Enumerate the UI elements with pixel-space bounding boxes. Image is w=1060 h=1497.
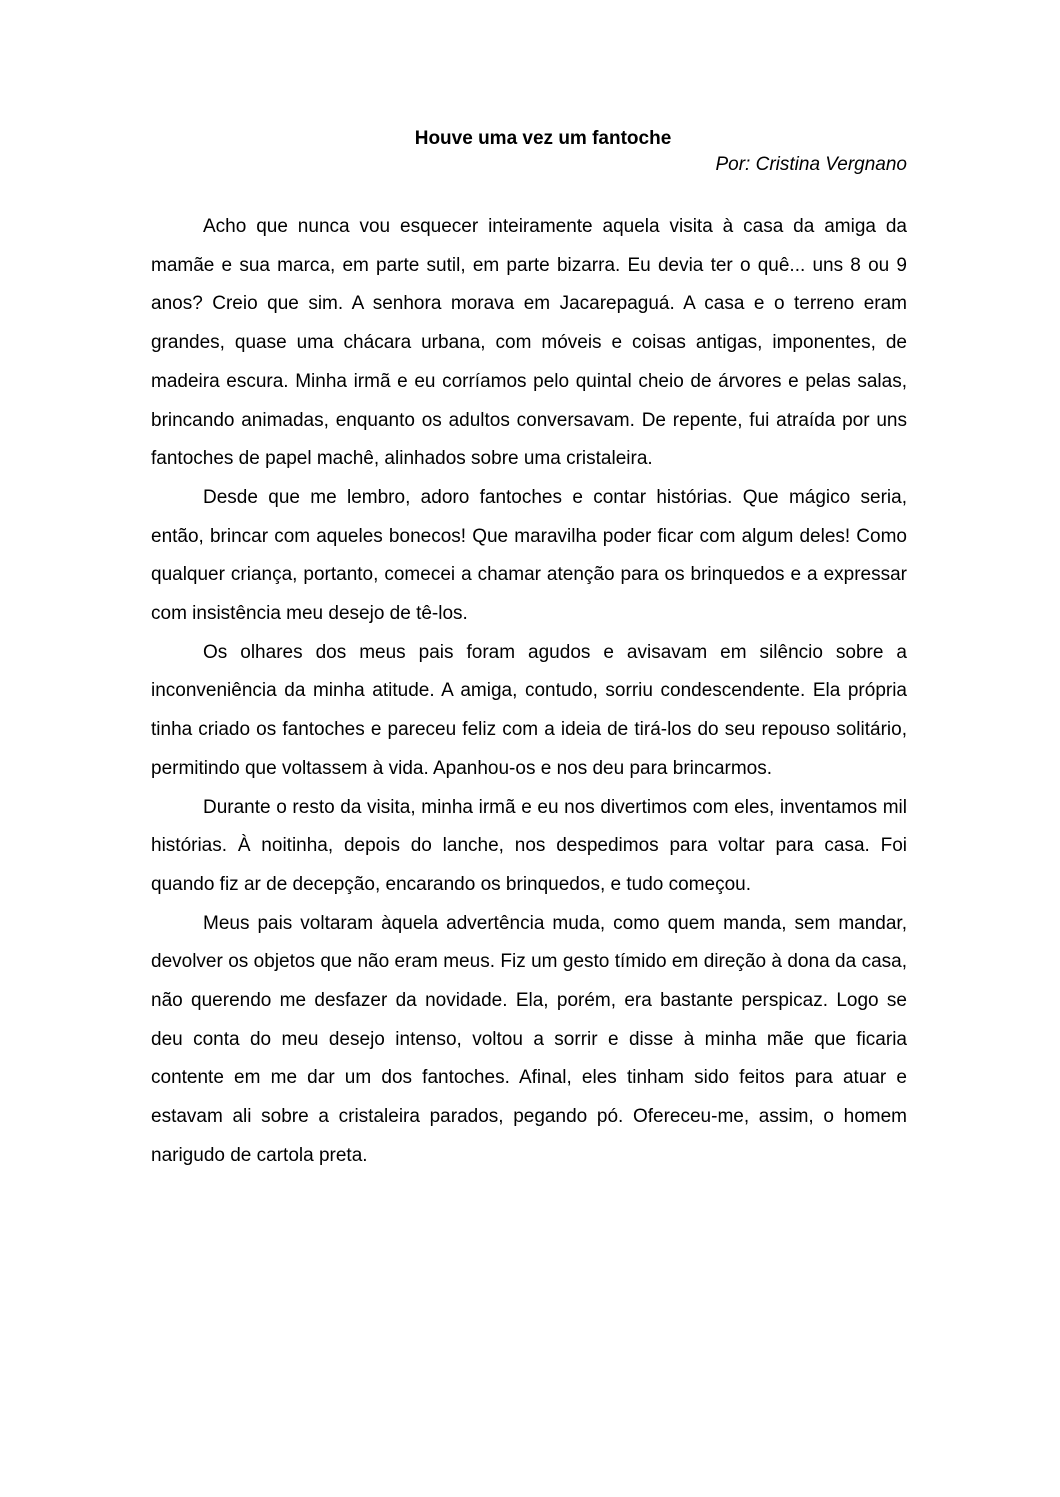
document-content xyxy=(151,124,907,1176)
story-body xyxy=(151,208,907,1176)
story-title: Houve uma vez um fantoche xyxy=(414,128,672,149)
paragraph-5: Meus pais voltaram àquela advertência muda, como quem manda, sem mandar, devolver os objetos que não eram meus. Fiz um gesto tímido em direção à dona da casa, não querendo me desfazer da novidade. Ela, porém, era bastante perspicaz. Logo se deu conta do meu desejo intenso, voltou a sorrir e disse à minha mãe que ficaria contente em me dar um dos fantoches. Afinal, eles tinham sido feitos para atuar e estavam ali sobre a cristaleira parados, pegando pó. Ofereceu-me, assim, o homem narigudo de cartola preta. xyxy=(151,912,907,1166)
paragraph-3: Os olhares dos meus pais foram agudos e avisavam em silêncio sobre a inconveniência da minha atitude. A amiga, contudo, sorriu condescendente. Ela própria tinha criado os fantoches e pareceu feliz com a ideia de tirá-los do seu repouso solitário, permitindo que voltassem à vida. Apanhou-os e nos deu para brincarmos. xyxy=(151,641,907,779)
paragraph-2: Desde que me lembro, adoro fantoches e contar histórias. Que mágico seria, então, brincar com aqueles bonecos! Que maravilha poder ficar com algum deles! Como qualquer criança, portanto, comecei a chamar atenção para os brinquedos e a expressar com insistência meu desejo de tê-los. xyxy=(151,486,907,625)
paragraph-1: Acho que nunca vou esquecer inteiramente aquela visita à casa da amiga da mamãe e sua marca, em parte sutil, em parte bizarra. Eu devia ter o quê... uns 8 ou 9 anos? Creio que sim. A senhora morava em Jacarepaguá. A casa e o terreno eram grandes, quase uma chácara urbana, com móveis e coisas antigas, imponentes, de madeira escura. Minha irmã e eu corríamos pelo quintal cheio de árvores e pelas salas, brincando animadas, enquanto os adultos conversavam. De repente, fui atraída por uns fantoches de papel machê, alinhados sobre uma cristaleira. xyxy=(151,216,907,470)
author-byline: Por: Cristina Vergnano xyxy=(715,154,907,175)
paragraph-4: Durante o resto da visita, minha irmã e eu nos divertimos com eles, inventamos mil histórias. À noitinha, depois do lanche, nos despedimos para voltar para casa. Foi quando fiz ar de decepção, encarando os brinquedos, e tudo começou. xyxy=(151,796,907,895)
